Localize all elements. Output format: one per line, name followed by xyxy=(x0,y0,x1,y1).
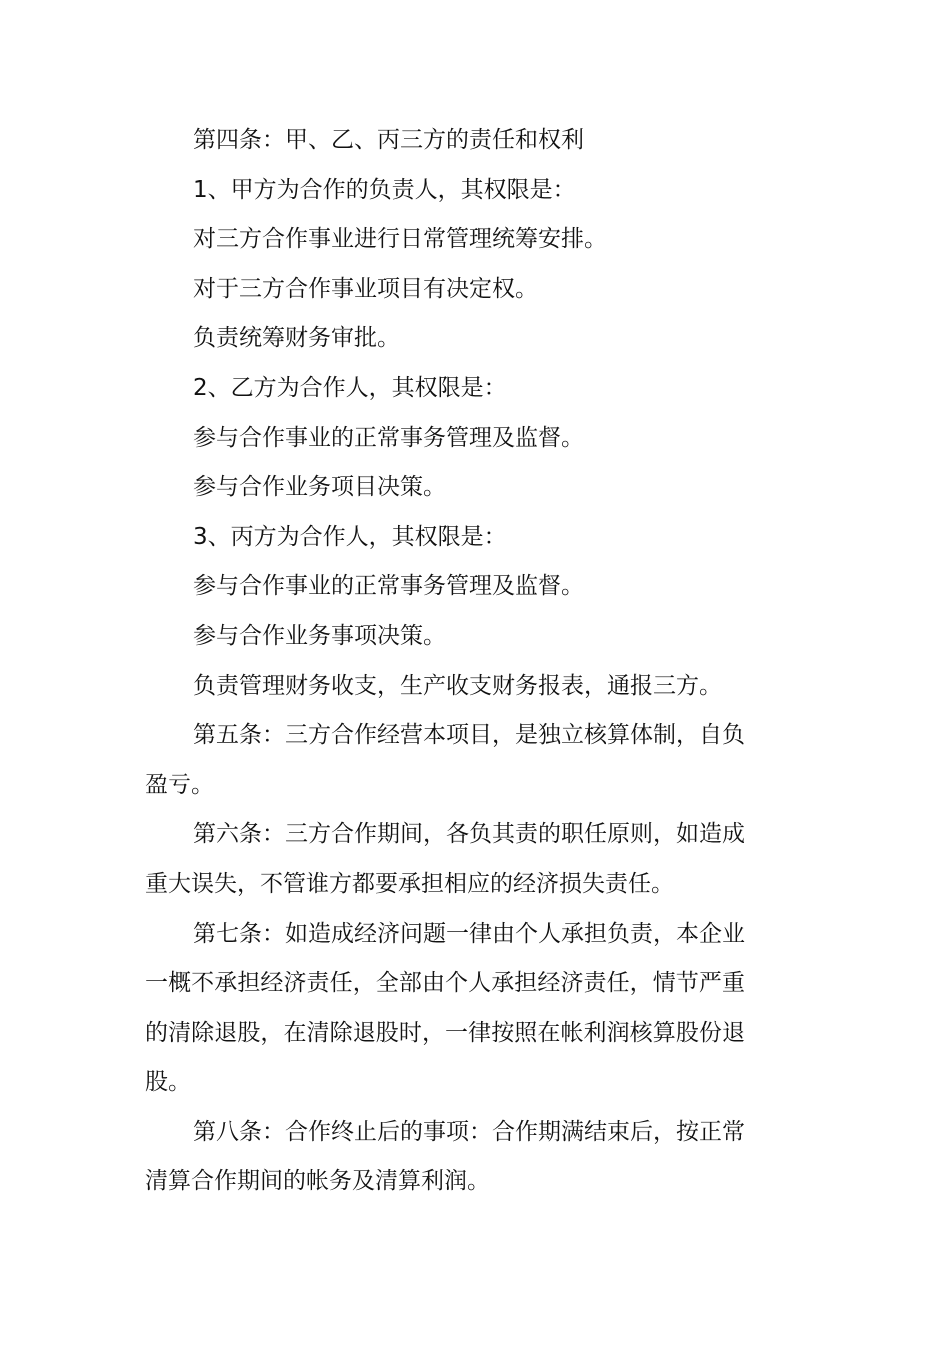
article-7: 第七条：如造成经济问题一律由个人承担负责，本企业一概不承担经济责任，全部由个人承担经济责任，情节严重的清除退股，在清除退股时，一律按照在帐利润核算股份退股。 xyxy=(145,920,745,1096)
party-c-heading: 3、丙方为合作人，其权限是： xyxy=(193,523,507,550)
article-5: 第五条：三方合作经营本项目，是独立核算体制，自负盈亏。 xyxy=(145,722,745,798)
document-body xyxy=(145,116,745,1207)
party-a-duty-3: 负责统筹财务审批。 xyxy=(193,325,400,352)
party-a-duty-1: 对三方合作事业进行日常管理统筹安排。 xyxy=(193,226,607,253)
party-c-duty-1: 参与合作事业的正常事务管理及监督。 xyxy=(193,573,584,600)
party-a-heading: 1、甲方为合作的负责人，其权限是： xyxy=(193,176,576,203)
party-b-heading: 2、乙方为合作人，其权限是： xyxy=(193,374,507,401)
party-b-duty-2: 参与合作业务项目决策。 xyxy=(193,474,446,501)
party-b-duty-1: 参与合作事业的正常事务管理及监督。 xyxy=(193,424,584,451)
party-a-duty-2: 对于三方合作事业项目有决定权。 xyxy=(193,275,538,302)
article-4-heading: 第四条：甲、乙、丙三方的责任和权利 xyxy=(193,127,584,153)
party-c-duty-3: 负责管理财务收支，生产收支财务报表，通报三方。 xyxy=(193,672,722,699)
article-8: 第八条：合作终止后的事项：合作期满结束后，按正常清算合作期间的帐务及清算利润。 xyxy=(145,1118,745,1195)
party-c-duty-2: 参与合作业务事项决策。 xyxy=(193,622,446,649)
article-6: 第六条：三方合作期间，各负其责的职任原则，如造成重大误失，不管谁方都要承担相应的经济损失责任。 xyxy=(145,821,745,897)
